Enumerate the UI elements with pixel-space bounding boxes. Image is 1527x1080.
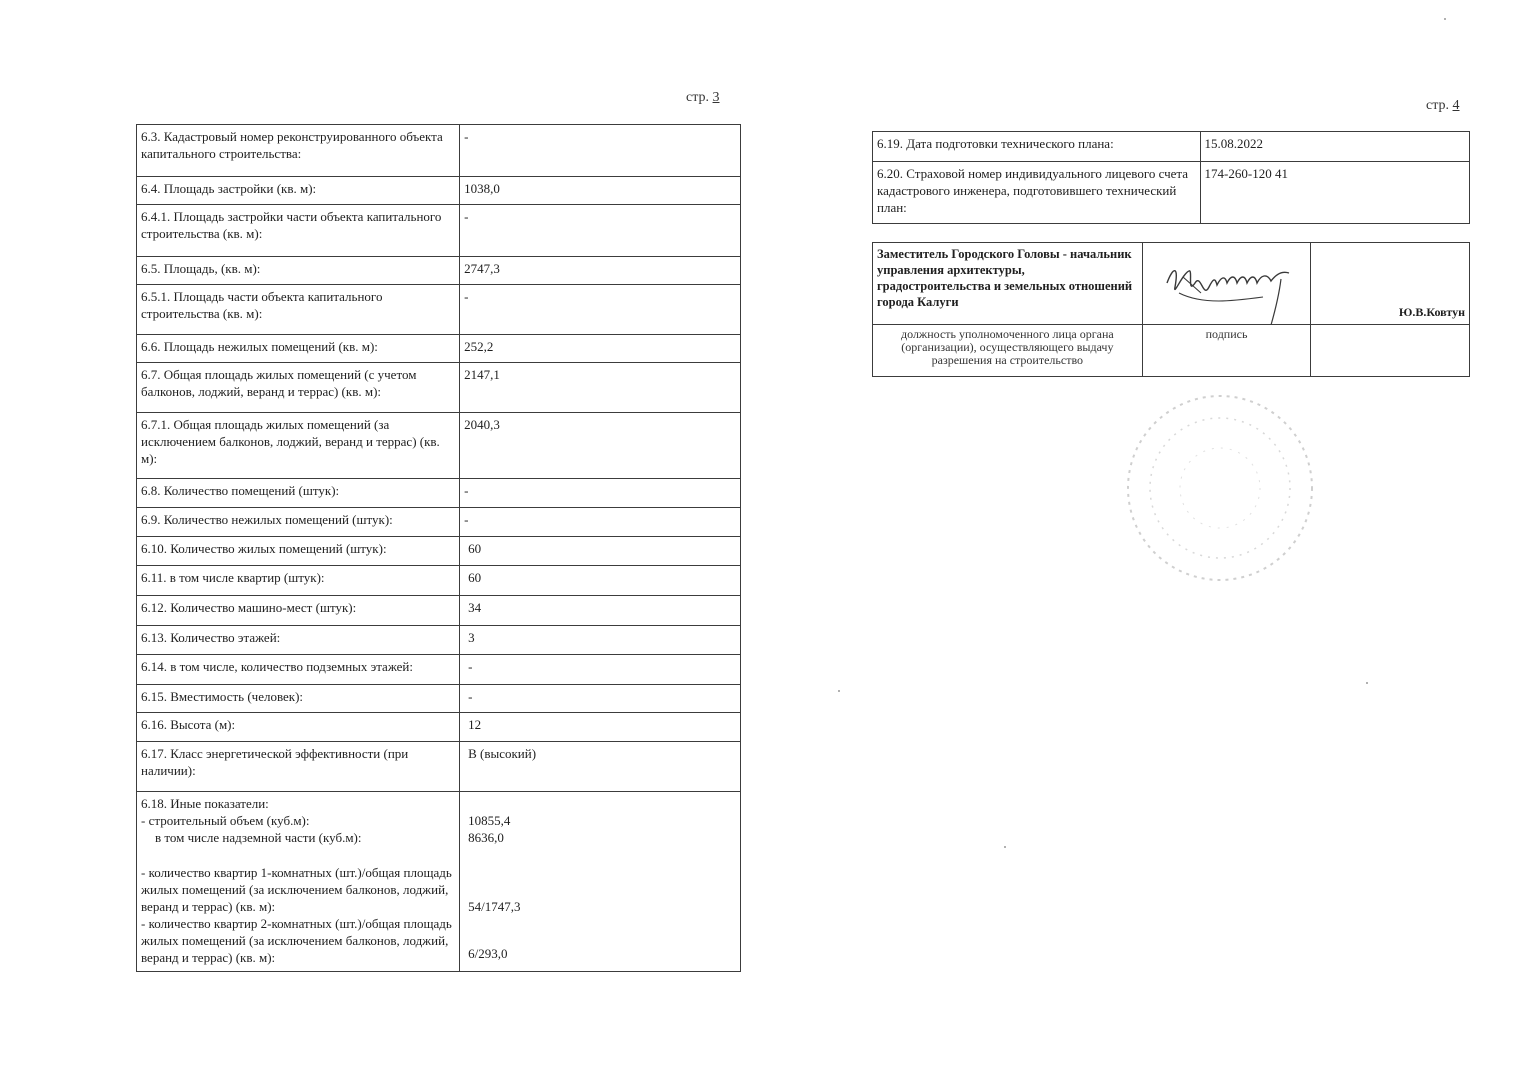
- page-number-3: [686, 90, 720, 106]
- row-label: 6.11. в том числе квартир (штук):: [137, 566, 460, 596]
- other-indicators-labels: [137, 792, 460, 972]
- other-heading: 6.18. Иные показатели:: [141, 796, 269, 811]
- page-number-value: 4: [1452, 98, 1460, 113]
- row-value: -: [460, 205, 741, 257]
- row-label: 6.5. Площадь, (кв. м):: [137, 257, 460, 285]
- row-label: 6.4. Площадь застройки (кв. м):: [137, 177, 460, 205]
- row-label: 6.7.1. Общая площадь жилых помещений (за исключением балконов, лоджий, веранд и террас) (кв. м):: [137, 413, 460, 479]
- page-prefix: стр.: [1426, 98, 1450, 113]
- row-label: 6.3. Кадастровый номер реконструированного объекта капитального строительства:: [137, 125, 460, 177]
- row-label: 6.17. Класс энергетической эффективности (при наличии):: [137, 742, 460, 792]
- page-prefix: стр.: [686, 90, 710, 105]
- row-label: 6.16. Высота (м):: [137, 713, 460, 742]
- table-row: [137, 566, 741, 596]
- official-seal: [1120, 388, 1320, 588]
- position-caption: должность уполномоченного лица органа (организации), осуществляющего выдачу разрешения на строительство: [873, 325, 1143, 377]
- two-room-apartments-value: 6/293,0: [468, 946, 508, 961]
- row-value: -: [460, 655, 741, 685]
- row-value: -: [460, 685, 741, 713]
- caption-row: [873, 325, 1470, 377]
- table-row: [137, 125, 741, 177]
- row-value: 2147,1: [460, 363, 741, 413]
- row-label: 6.13. Количество этажей:: [137, 626, 460, 655]
- row-value: 12: [460, 713, 741, 742]
- row-value: -: [460, 479, 741, 508]
- row-label: 6.15. Вместимость (человек):: [137, 685, 460, 713]
- row-label: 6.5.1. Площадь части объекта капитального строительства (кв. м):: [137, 285, 460, 335]
- signature-row: [873, 243, 1470, 325]
- table-row: [873, 132, 1470, 162]
- row-value: -: [460, 285, 741, 335]
- row-value: 252,2: [460, 335, 741, 363]
- table-row: [137, 626, 741, 655]
- table-row: [137, 479, 741, 508]
- table-row: [137, 596, 741, 626]
- two-room-apartments-label: - количество квартир 2-комнатных (шт.)/общая площадь жилых помещений (за исключением балконов, лоджий, веранд и террас) (кв. м):: [141, 916, 452, 965]
- above-ground-volume-value: 8636,0: [468, 830, 504, 845]
- table-row: [137, 685, 741, 713]
- table-row: [137, 335, 741, 363]
- row-value: 174-260-120 41: [1200, 162, 1469, 224]
- one-room-apartments-value: 54/1747,3: [468, 899, 521, 914]
- row-label: 6.12. Количество машино-мест (штук):: [137, 596, 460, 626]
- row-label: 6.4.1. Площадь застройки части объекта капитального строительства (кв. м):: [137, 205, 460, 257]
- official-position: Заместитель Городского Головы - начальник управления архитектуры, градостроительства и земельных отношений города Калуги: [877, 247, 1133, 309]
- table-row: [137, 413, 741, 479]
- technical-plan-table: [872, 131, 1470, 224]
- row-value: -: [460, 508, 741, 537]
- building-volume-value: 10855,4: [468, 813, 511, 828]
- row-value: 2747,3: [460, 257, 741, 285]
- signer-name: Ю.В.Ковтун: [1398, 305, 1465, 319]
- row-label: 6.20. Страховой номер индивидуального лицевого счета кадастрового инженера, подготовившего технический план:: [873, 162, 1201, 224]
- scan-speck: [1444, 18, 1446, 20]
- one-room-apartments-label: - количество квартир 1-комнатных (шт.)/общая площадь жилых помещений (за исключением балконов, лоджий, веранд и террас) (кв. м):: [141, 865, 452, 914]
- table-row: [137, 285, 741, 335]
- above-ground-volume-label: в том числе надземной части (куб.м):: [155, 830, 362, 845]
- row-label: 6.8. Количество помещений (штук):: [137, 479, 460, 508]
- page-number-4: [1426, 98, 1460, 114]
- signature-cell: [1142, 243, 1311, 325]
- table-row: [137, 205, 741, 257]
- row-value: 1038,0: [460, 177, 741, 205]
- construction-indicators-table: [136, 124, 741, 972]
- official-position-cell: [873, 243, 1143, 325]
- signature-block: [872, 242, 1470, 377]
- row-label: 6.10. Количество жилых помещений (штук):: [137, 537, 460, 566]
- row-value: 15.08.2022: [1200, 132, 1469, 162]
- empty-caption-cell: [1311, 325, 1470, 377]
- row-value: 2040,3: [460, 413, 741, 479]
- table-row: [137, 257, 741, 285]
- row-value: 3: [460, 626, 741, 655]
- row-value: В (высокий): [460, 742, 741, 792]
- signer-name-cell: [1311, 243, 1470, 325]
- row-label: 6.6. Площадь нежилых помещений (кв. м):: [137, 335, 460, 363]
- other-indicators-row: [137, 792, 741, 972]
- scan-speck: [1004, 846, 1006, 848]
- row-label: 6.14. в том числе, количество подземных этажей:: [137, 655, 460, 685]
- table-row: [137, 363, 741, 413]
- row-value: 34: [460, 596, 741, 626]
- indicators-body: [137, 125, 741, 972]
- table-row: [137, 537, 741, 566]
- page-number-value: 3: [712, 90, 720, 105]
- scan-speck: [1366, 682, 1368, 684]
- table-row: [137, 713, 741, 742]
- table-row: [137, 177, 741, 205]
- row-value: -: [460, 125, 741, 177]
- handwritten-signature: [1143, 243, 1309, 325]
- row-label: 6.9. Количество нежилых помещений (штук):: [137, 508, 460, 537]
- other-indicators-values: [460, 792, 741, 972]
- row-label: 6.19. Дата подготовки технического плана:: [873, 132, 1201, 162]
- table-row: [137, 742, 741, 792]
- scan-speck: [838, 690, 840, 692]
- signature-caption: подпись: [1142, 325, 1311, 377]
- row-value: 60: [460, 566, 741, 596]
- table-row: [873, 162, 1470, 224]
- table-row: [137, 508, 741, 537]
- table-row: [137, 655, 741, 685]
- row-value: 60: [460, 537, 741, 566]
- row-label: 6.7. Общая площадь жилых помещений (с учетом балконов, лоджий, веранд и террас) (кв. м):: [137, 363, 460, 413]
- building-volume-label: - строительный объем (куб.м):: [141, 813, 310, 828]
